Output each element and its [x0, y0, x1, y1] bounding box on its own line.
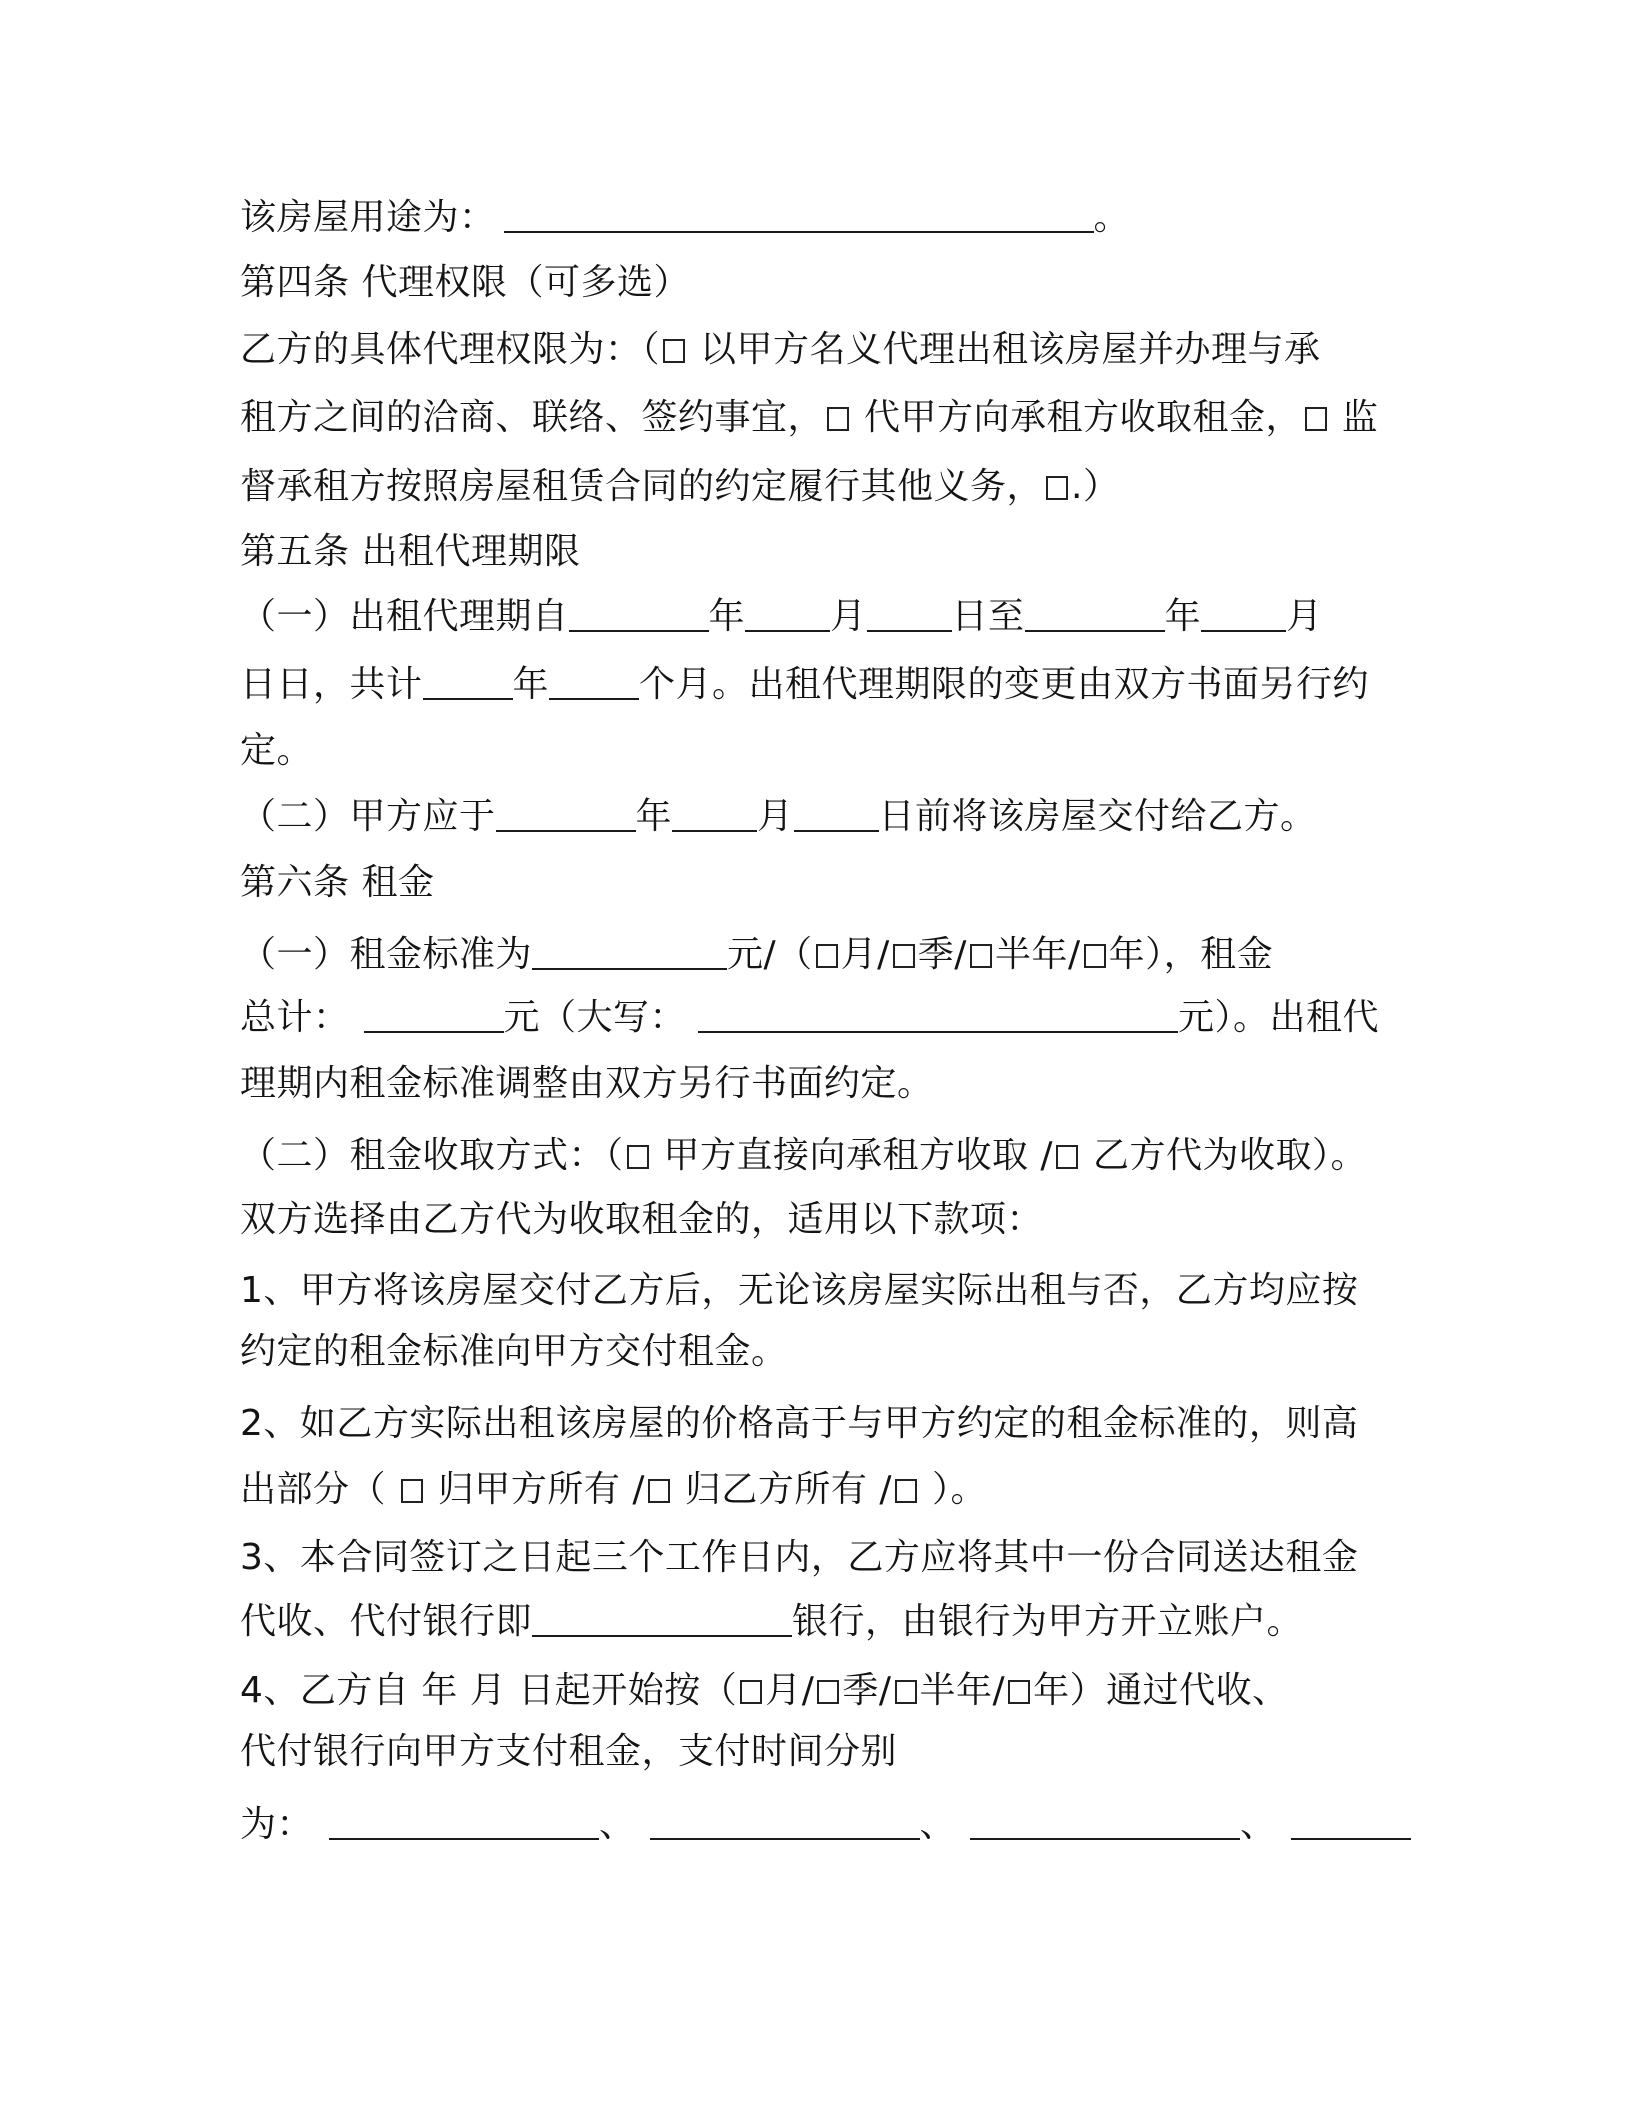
pay-date-3-blank[interactable]	[970, 1804, 1240, 1840]
deliver-day-blank[interactable]	[794, 796, 879, 832]
start-day-blank[interactable]	[867, 596, 952, 632]
rent-standard-blank[interactable]	[532, 934, 727, 970]
text: （一）租金标准为	[240, 934, 533, 975]
text: 月	[757, 796, 794, 837]
text: 归甲方所有 /	[425, 1469, 645, 1510]
checkbox-supervise[interactable]	[1305, 407, 1327, 431]
text: 督承租方按照房屋租赁合同的约定履行其他义务，	[240, 466, 1044, 507]
text: 4、乙方自 年 月 日起开始按（	[240, 1670, 738, 1711]
text: 季/	[917, 934, 967, 975]
article6-p2-line2: 双方选择由乙方代为收取租金的，适用以下款项：	[240, 1199, 1044, 1240]
text: 个月。出租代理期限的变更由双方书面另行约	[639, 664, 1370, 705]
article6-p2-line1	[240, 1131, 1367, 1181]
total-years-blank[interactable]	[423, 664, 513, 700]
checkbox-excess-landlord[interactable]	[401, 1479, 423, 1503]
text: 元（大写：	[503, 997, 687, 1038]
text: 总计：	[240, 997, 350, 1038]
start-month-blank[interactable]	[745, 596, 830, 632]
bank-name-blank[interactable]	[532, 1601, 792, 1637]
article6-p1-line1	[240, 930, 1273, 980]
item1-line1: 1、甲方将该房屋交付乙方后，无论该房屋实际出租与否，乙方均应按	[240, 1270, 1359, 1311]
deliver-year-blank[interactable]	[496, 796, 636, 832]
text: 甲方直接向承租方收取 /	[651, 1135, 1054, 1176]
text: 元/（	[727, 934, 813, 975]
text: 元）。出租代	[1178, 997, 1380, 1038]
text: 月/	[765, 1670, 815, 1711]
text: 租方之间的洽商、联络、签约事宜，	[240, 397, 825, 438]
total-months-blank[interactable]	[549, 664, 639, 700]
text: .）	[1071, 466, 1120, 507]
house-use-line	[240, 193, 1130, 243]
text: 银行，由银行为甲方开立账户。	[792, 1601, 1304, 1642]
article5-title: 第五条 出租代理期限	[240, 531, 581, 572]
text: 代收、代付银行即	[240, 1601, 533, 1642]
checkbox-half-year[interactable]	[970, 944, 992, 968]
text: 日前将该房屋交付给乙方。	[878, 796, 1317, 837]
house-use-blank[interactable]	[504, 197, 1094, 233]
article6-p1-line2	[240, 993, 1379, 1043]
rent-total-capital-blank[interactable]	[698, 997, 1178, 1033]
text: 乙方的具体代理权限为：（	[240, 329, 661, 370]
article4-title: 第四条 代理权限（可多选）	[240, 262, 690, 303]
article4-line2	[240, 393, 1378, 443]
deliver-month-blank[interactable]	[672, 796, 757, 832]
article6-p1-line3: 理期内租金标准调整由双方另行书面约定。	[240, 1063, 934, 1104]
pay-date-1-blank[interactable]	[329, 1804, 599, 1840]
text: 出部分（	[240, 1469, 398, 1510]
text: 为：	[240, 1804, 314, 1845]
item4-line3	[240, 1800, 1411, 1850]
separator: 、	[1240, 1804, 1277, 1845]
start-year-blank[interactable]	[569, 596, 709, 632]
checkbox-excess-other[interactable]	[895, 1479, 917, 1503]
article5-p1-line1	[240, 592, 1323, 642]
text: 半年/	[919, 1670, 1006, 1711]
checkbox-other[interactable]	[1046, 476, 1068, 500]
text: （二）租金收取方式：（	[240, 1135, 624, 1176]
text: 年	[708, 596, 746, 637]
checkbox-month[interactable]	[816, 944, 838, 968]
text: 年），租金	[1108, 934, 1274, 975]
end-year-blank[interactable]	[1025, 596, 1165, 632]
rent-total-blank[interactable]	[364, 997, 504, 1033]
checkbox-quarter[interactable]	[893, 944, 915, 968]
checkbox-landlord-collect[interactable]	[627, 1145, 649, 1169]
article4-line1	[240, 325, 1320, 375]
item4-line1	[240, 1666, 1289, 1716]
checkbox-agent-collect[interactable]	[1056, 1145, 1078, 1169]
article5-p2	[240, 792, 1317, 842]
article5-p1-line2	[240, 660, 1369, 710]
separator: 、	[599, 1804, 636, 1845]
separator: 、	[919, 1804, 957, 1845]
item3-line1: 3、本合同签订之日起三个工作日内，乙方应将其中一份合同送达租金	[240, 1537, 1359, 1578]
article5-p1-line3: 定。	[240, 730, 314, 771]
checkbox-pay-year[interactable]	[1008, 1680, 1030, 1704]
text: ）。	[920, 1469, 987, 1510]
text: 年	[1164, 596, 1202, 637]
text: 月/	[840, 934, 890, 975]
text: 日至	[951, 596, 1025, 637]
text: 归乙方所有 /	[672, 1469, 893, 1510]
text: 乙方代为收取）。	[1081, 1135, 1367, 1176]
text: 日日，共计	[240, 664, 423, 705]
article6-title: 第六条 租金	[240, 862, 435, 903]
checkbox-pay-month[interactable]	[740, 1680, 762, 1704]
pay-date-4-blank[interactable]	[1291, 1804, 1411, 1840]
item3-line2	[240, 1597, 1303, 1647]
item2-line2	[240, 1465, 987, 1515]
checkbox-year[interactable]	[1084, 944, 1106, 968]
text: 以甲方名义代理出租该房屋并办理与承	[688, 329, 1321, 370]
text: 季/	[842, 1670, 892, 1711]
house-use-label: 该房屋用途为：	[240, 197, 496, 238]
text: 年	[512, 664, 550, 705]
checkbox-pay-half-year[interactable]	[895, 1680, 917, 1704]
text: （一）出租代理期自	[240, 596, 569, 637]
item1-line2: 约定的租金标准向甲方交付租金。	[240, 1331, 788, 1372]
text: 监	[1329, 397, 1379, 438]
text: 年）通过代收、	[1033, 1670, 1289, 1711]
text: 月	[1286, 596, 1323, 637]
item2-line1: 2、如乙方实际出租该房屋的价格高于与甲方约定的租金标准的，则高	[240, 1403, 1359, 1444]
end-month-blank[interactable]	[1201, 596, 1286, 632]
text: 代甲方向承租方收取租金，	[852, 397, 1302, 438]
pay-date-2-blank[interactable]	[650, 1804, 920, 1840]
text: 半年/	[994, 934, 1081, 975]
checkbox-excess-agent[interactable]	[648, 1479, 670, 1503]
house-use-end: 。	[1093, 197, 1131, 238]
checkbox-pay-quarter[interactable]	[817, 1680, 839, 1704]
text: 年	[635, 796, 673, 837]
item4-line2: 代付银行向甲方支付租金，支付时间分别	[240, 1731, 898, 1772]
checkbox-lease-on-behalf[interactable]	[663, 339, 685, 363]
text: （二）甲方应于	[240, 796, 496, 837]
checkbox-collect-rent[interactable]	[827, 407, 849, 431]
text: 月	[830, 596, 867, 637]
article4-line3	[240, 462, 1119, 512]
